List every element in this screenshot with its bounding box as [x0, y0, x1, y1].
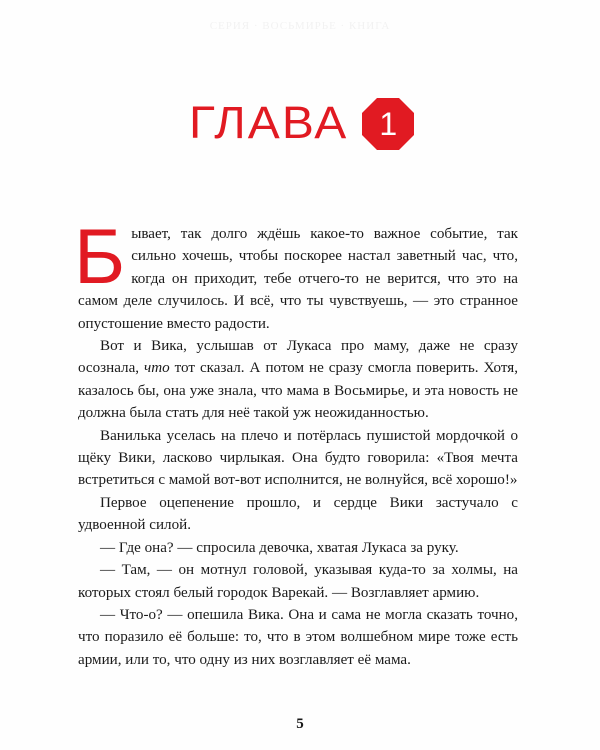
chapter-word: ГЛАВА	[189, 98, 349, 149]
chapter-body	[74, 212, 518, 671]
paragraph-3: Ванилька уселась на плечо и потёрлась пушистой мордочкой о щёку Вики, ласково чирлыкая. Она будто говорила: «Твоя мечта встретиться с мамой вот-вот исполнится, не волнуйся, всё хорошо!»	[78, 427, 518, 489]
drop-cap: Б	[74, 212, 126, 300]
paragraph-1: Бывает, так долго ждёшь какое-то важное событие, так сильно хочешь, чтобы поскорее настал заветный час, что, когда он приходит, тебе отчего-то не верится, что это на самом деле случилось. И всё, что ты чувствуешь, — это странное опустошение вместо радости.	[74, 212, 518, 332]
faint-running-header: СЕРИЯ · ВОСЬМИРЬЕ · КНИГА	[209, 20, 391, 32]
chapter-heading	[189, 94, 416, 154]
chapter-number: 1	[379, 106, 398, 142]
paragraph-2: Вот и Вика, услышав от Лукаса про маму, даже не сразу осознала, что тот сказал. А потом не сразу смогла поверить. Хотя, казалось бы, она уже знала, что мама в Восьмирье, и эта новость не должна была стать для неё такой уж неожиданностью.	[78, 338, 518, 422]
paragraph-4: Первое оцепенение прошло, и сердце Вики застучало с удвоенной силой.	[78, 494, 518, 534]
page-number: 5	[296, 716, 304, 732]
chapter-number-badge	[360, 96, 416, 152]
paragraph-6: — Там, — он мотнул головой, указывая куда-то за холмы, на которых стоял белый городок Варекай. — Возглавляет армию.	[78, 562, 518, 601]
paragraph-7: — Что-о? — опешила Вика. Она и сама не могла сказать точно, что поразило её больше: то, что в этом волшебном мире тоже есть армии, или то, что одну из них возглавляет её мама.	[78, 606, 518, 668]
paragraph-5: — Где она? — спросила девочка, хватая Лукаса за руку.	[100, 539, 459, 556]
italic-emphasis: что	[144, 360, 170, 377]
